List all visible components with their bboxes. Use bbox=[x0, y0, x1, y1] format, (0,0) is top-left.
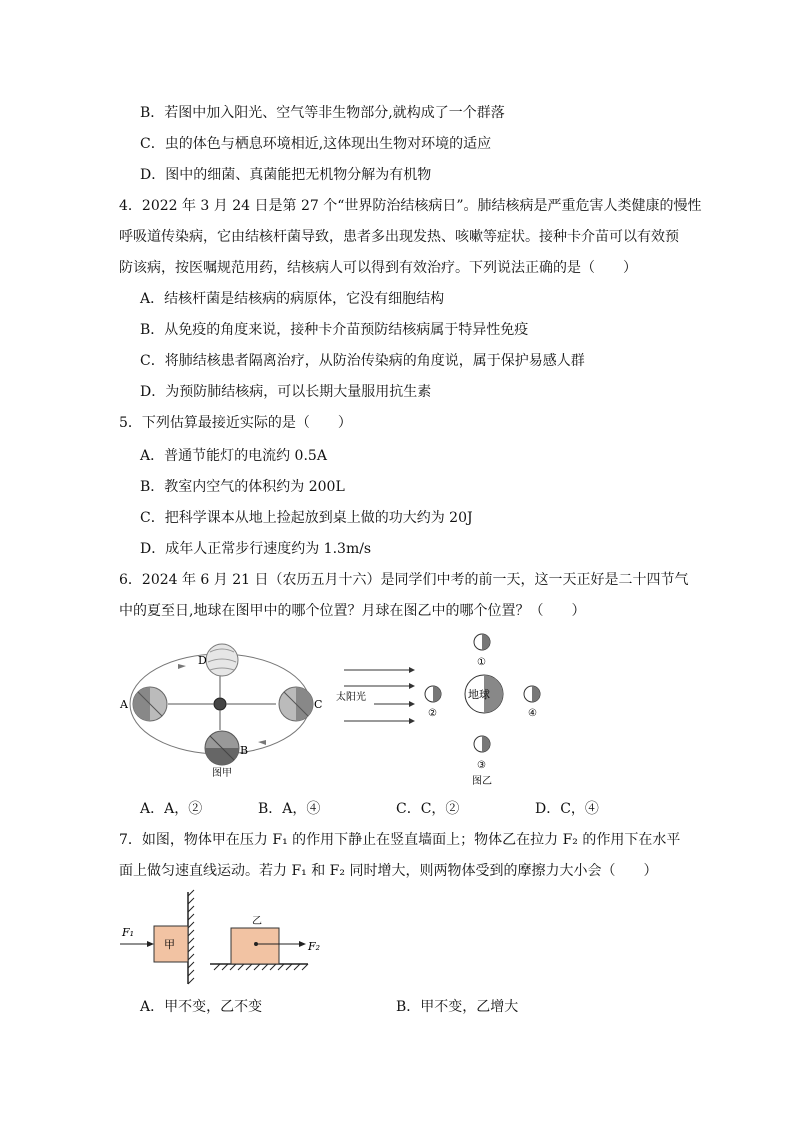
q4-stem-line-2: 呼吸道传染病，它由结核杆菌导致，患者多出现发热、咳嗽等症状。接种卡介苗可以有效预 bbox=[119, 229, 679, 245]
q3-option-d: D．图中的细菌、真菌能把无机物分解为有机物 bbox=[140, 167, 432, 183]
force-figure bbox=[118, 888, 338, 988]
moon-1-icon bbox=[474, 634, 490, 650]
position-label-c: C bbox=[314, 698, 323, 711]
force-f1-label: F₁ bbox=[122, 926, 135, 939]
force-f2-label: F₂ bbox=[308, 940, 321, 953]
q4-option-b: B．从免疫的角度来说，接种卡介苗预防结核病属于特异性免疫 bbox=[140, 322, 529, 338]
orbit-arrow-bottom bbox=[258, 740, 266, 745]
figure-jia-caption: 图甲 bbox=[212, 768, 232, 779]
earth-label: 地球 bbox=[468, 688, 490, 701]
moon-3-icon bbox=[474, 736, 490, 752]
q7-stem-line-2: 面上做匀速直线运动。若力 F₁ 和 F₂ 同时增大，则两物体受到的摩擦力大小会（ ） bbox=[119, 863, 658, 879]
moon-position-2: ② bbox=[428, 708, 437, 719]
q5-option-a: A．普通节能灯的电流约 0.5A bbox=[140, 448, 327, 464]
moon-figure-yi bbox=[332, 628, 562, 790]
position-label-b: B bbox=[240, 744, 249, 757]
q4-option-a: A．结核杆菌是结核病的病原体，它没有细胞结构 bbox=[140, 291, 445, 307]
force-f1-arrowhead bbox=[147, 941, 154, 947]
q7-options-row bbox=[0, 997, 794, 1017]
q5-option-b: B．教室内空气的体积约为 200L bbox=[140, 479, 345, 495]
position-label-a: A bbox=[120, 698, 128, 711]
block-jia-label: 甲 bbox=[164, 938, 175, 951]
q5-option-d: D．成年人正常步行速度约为 1.3m/s bbox=[140, 541, 372, 557]
ground-hatching bbox=[214, 964, 308, 970]
block-yi bbox=[231, 928, 279, 964]
moon-2-icon bbox=[425, 686, 441, 702]
force-f2-arrowhead bbox=[299, 941, 306, 947]
q7-option-b: B．甲不变，乙增大 bbox=[396, 999, 519, 1015]
q6-option-a: A．A，② bbox=[140, 801, 203, 817]
moon-4-icon bbox=[524, 686, 540, 702]
q3-option-c: C．虫的体色与栖息环境相近,这体现出生物对环境的适应 bbox=[140, 136, 492, 152]
q7-option-a: A．甲不变，乙不变 bbox=[140, 999, 263, 1015]
q4-option-c: C．将肺结核患者隔离治疗，从防治传染病的角度说，属于保护易感人群 bbox=[140, 353, 585, 369]
q5-stem: 5．下列估算最接近实际的是（ ） bbox=[119, 415, 352, 431]
q6-option-d: D．C，④ bbox=[535, 801, 599, 817]
q4-option-d: D．为预防肺结核病，可以长期大量服用抗生素 bbox=[140, 384, 432, 400]
earth-a-icon bbox=[133, 687, 167, 721]
q6-stem-line-1: 6．2024 年 6 月 21 日（农历五月十六）是同学们中考的前一天，这一天正好是二十四节气 bbox=[119, 572, 689, 588]
moon-position-4: ④ bbox=[528, 708, 537, 719]
orbit-figure-jia bbox=[118, 636, 338, 781]
q6-option-c: C．C，② bbox=[396, 801, 460, 817]
q7-stem-line-1: 7．如图，物体甲在压力 F₁ 的作用下静止在竖直墙面上；物体乙在拉力 F₂ 的作用下在水平 bbox=[119, 832, 681, 848]
block-yi-label: 乙 bbox=[252, 916, 262, 927]
position-label-d: D bbox=[198, 654, 207, 667]
orbit-arrow-top bbox=[178, 664, 186, 669]
sunlight-label: 太阳光 bbox=[336, 692, 366, 703]
earth-c-icon bbox=[279, 687, 313, 721]
q6-stem-line-2: 中的夏至日,地球在图甲中的哪个位置？月球在图乙中的哪个位置？（ ） bbox=[119, 603, 586, 619]
q4-stem-line-3: 防该病，按医嘱规范用药，结核病人可以得到有效治疗。下列说法正确的是（ ） bbox=[119, 260, 637, 276]
figure-yi-caption: 图乙 bbox=[472, 776, 492, 787]
q3-option-b: B．若图中加入阳光、空气等非生物部分,就构成了一个群落 bbox=[140, 105, 505, 121]
moon-position-3: ③ bbox=[477, 760, 486, 771]
wall-hatching bbox=[188, 890, 194, 984]
q4-stem-line-1: 4．2022 年 3 月 24 日是第 27 个“世界防治结核病日”。肺结核病是严重危害人类健康的慢性 bbox=[119, 198, 702, 214]
q5-option-c: C．把科学课本从地上捡起放到桌上做的功大约为 20J bbox=[140, 510, 473, 526]
earth-d-icon bbox=[206, 644, 238, 676]
moon-position-1: ① bbox=[477, 657, 486, 668]
sun-icon bbox=[214, 698, 226, 710]
q6-option-b: B．A，④ bbox=[258, 801, 321, 817]
q6-options-row bbox=[0, 799, 794, 819]
earth-b-icon bbox=[205, 731, 239, 765]
